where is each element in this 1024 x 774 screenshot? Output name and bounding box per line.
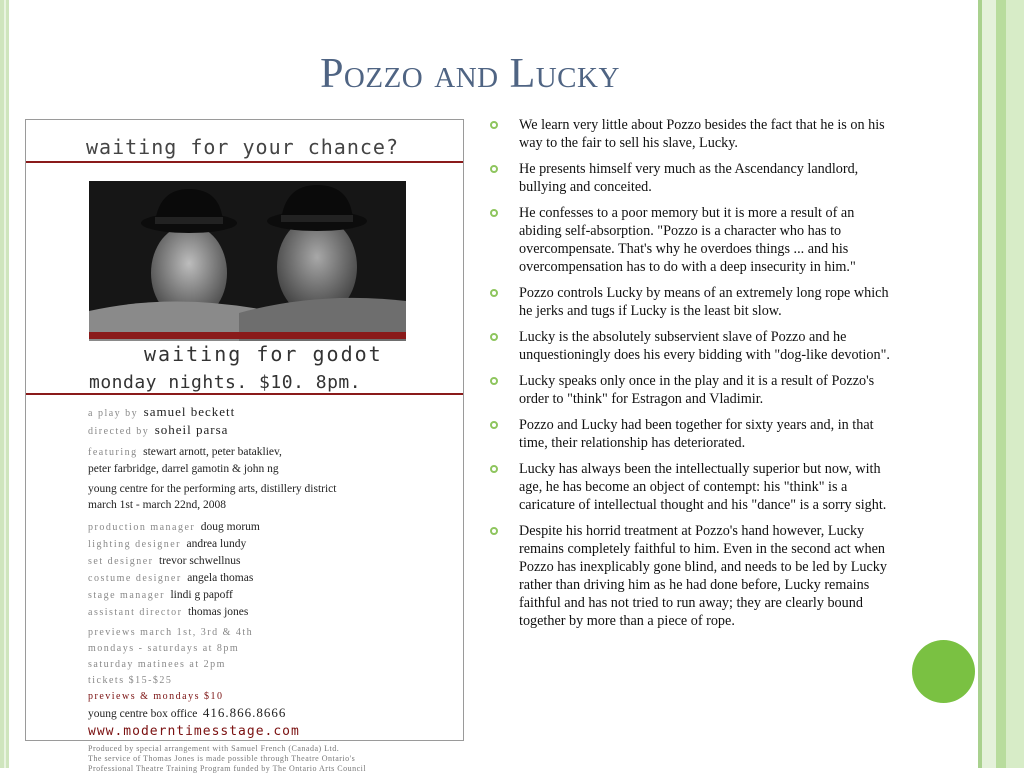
credit-cast: peter farbridge, darrel gamotin & john ng (88, 463, 279, 475)
credit-dates: march 1st - march 22nd, 2008 (88, 499, 226, 511)
credit-venue: young centre for the performing arts, distillery district (88, 483, 337, 495)
credit-person: lindi g papoff (170, 589, 233, 601)
photo-stripe (89, 332, 406, 339)
slide-title: Pozzo and Lucky (320, 51, 620, 97)
slide-right-border (978, 0, 1024, 768)
decorative-circle (912, 640, 975, 703)
bullet-text: Lucky is the absolutely subservient slave of Pozzo and he unquestioningly does his every bidding with "dog-like devotion". (519, 329, 890, 363)
poster-show-info: monday nights. $10. 8pm. (89, 372, 362, 393)
bullet-item (490, 204, 900, 276)
credit-schedule: mondays - saturdays at 8pm (88, 643, 240, 654)
credit-label: directed by (88, 426, 150, 437)
poster-fine-print: Professional Theatre Training Program funded by The Ontario Arts Council (88, 764, 367, 773)
bullet-marker-icon (490, 209, 498, 217)
bullet-text: Lucky has always been the intellectually superior but now, with age, he has become an object of contempt: his "think" is a caricature of intellectual thought and his "dance" is a sorry sight. (519, 461, 887, 513)
credit-person: trevor schwellnus (159, 555, 241, 567)
credit-cast: stewart arnott, peter batakliev, (143, 446, 282, 458)
bullet-text: We learn very little about Pozzo besides the fact that he is on his way to the fair to sell his slave, Lucky. (519, 117, 885, 151)
bullet-item (490, 284, 900, 320)
poster-rule-top (26, 161, 463, 163)
credit-role: production manager (88, 522, 196, 533)
bullet-list (490, 116, 900, 638)
bullet-marker-icon (490, 421, 498, 429)
poster-website: www.moderntimesstage.com (88, 724, 300, 739)
credit-previews-price: previews & mondays $10 (88, 691, 224, 702)
credit-person: andrea lundy (186, 538, 247, 550)
credit-previews: previews march 1st, 3rd & 4th (88, 627, 254, 638)
play-poster-image (25, 119, 464, 773)
slide-left-border (0, 0, 9, 768)
bullet-item (490, 522, 900, 630)
bullet-item (490, 160, 900, 196)
credit-role: costume designer (88, 573, 182, 584)
credit-box-office-label: young centre box office (88, 708, 198, 720)
credit-person: thomas jones (187, 606, 249, 618)
bullet-marker-icon (490, 333, 498, 341)
bullet-item (490, 372, 900, 408)
bullet-item (490, 460, 900, 514)
bullet-marker-icon (490, 377, 498, 385)
bullet-marker-icon (490, 465, 498, 473)
bullet-text: Pozzo and Lucky had been together for sixty years and, in that time, their relationship has deteriorated. (519, 417, 874, 451)
bullet-item (490, 116, 900, 152)
bullet-marker-icon (490, 121, 498, 129)
bullet-marker-icon (490, 527, 498, 535)
bullet-item (490, 416, 900, 452)
credit-person: doug morum (200, 521, 260, 533)
credit-director: soheil parsa (154, 422, 229, 437)
credit-role: lighting designer (88, 539, 181, 550)
poster-fine-print: The service of Thomas Jones is made possible through Theatre Ontario's (88, 754, 356, 763)
credit-person: angela thomas (187, 572, 254, 584)
poster-credits (88, 402, 448, 774)
credit-matinees: saturday matinees at 2pm (88, 659, 226, 670)
credit-tickets: tickets $15-$25 (88, 675, 173, 686)
poster-fine-print: Produced by special arrangement with Samuel French (Canada) Ltd. (88, 744, 340, 753)
poster-show-title: waiting for godot (144, 342, 383, 366)
bullet-text: Pozzo controls Lucky by means of an extremely long rope which he jerks and tugs if Lucky is the least bit slow. (519, 285, 889, 319)
credit-role: set designer (88, 556, 154, 567)
poster-headline: waiting for your chance? (86, 135, 399, 159)
actors-photo (89, 181, 406, 341)
credit-label: featuring (88, 447, 138, 458)
bullet-text: Lucky speaks only once in the play and it is a result of Pozzo's order to "think" for Estragon and Vladimir. (519, 373, 875, 407)
bullet-text: Despite his horrid treatment at Pozzo's hand however, Lucky remains completely faithful to him. Even in the second act when Pozzo has inexplicably gone blind, and needs to be led by Lucky rather than driving him as he had done before, Lucky remains faithful and has not tried to run away; they are clearly bound together by more than a piece of rope. (519, 523, 887, 629)
bullet-marker-icon (490, 289, 498, 297)
credit-label: a play by (88, 408, 139, 419)
credit-role: stage manager (88, 590, 165, 601)
bullet-item (490, 328, 900, 364)
bullet-text: He confesses to a poor memory but it is more a result of an abiding self-absorption. "Pozzo is a character who has to overcompensate. That's why he overdoes things ... and his overcompensation has to do with a deep insecurity in him." (519, 205, 856, 275)
bullet-marker-icon (490, 165, 498, 173)
credit-box-office-phone: 416.866.8666 (202, 705, 287, 720)
credit-role: assistant director (88, 607, 183, 618)
bullet-text: He presents himself very much as the Ascendancy landlord, bullying and conceited. (519, 161, 859, 195)
poster-rule-bottom (26, 393, 463, 395)
credit-playwright: samuel beckett (143, 404, 236, 419)
